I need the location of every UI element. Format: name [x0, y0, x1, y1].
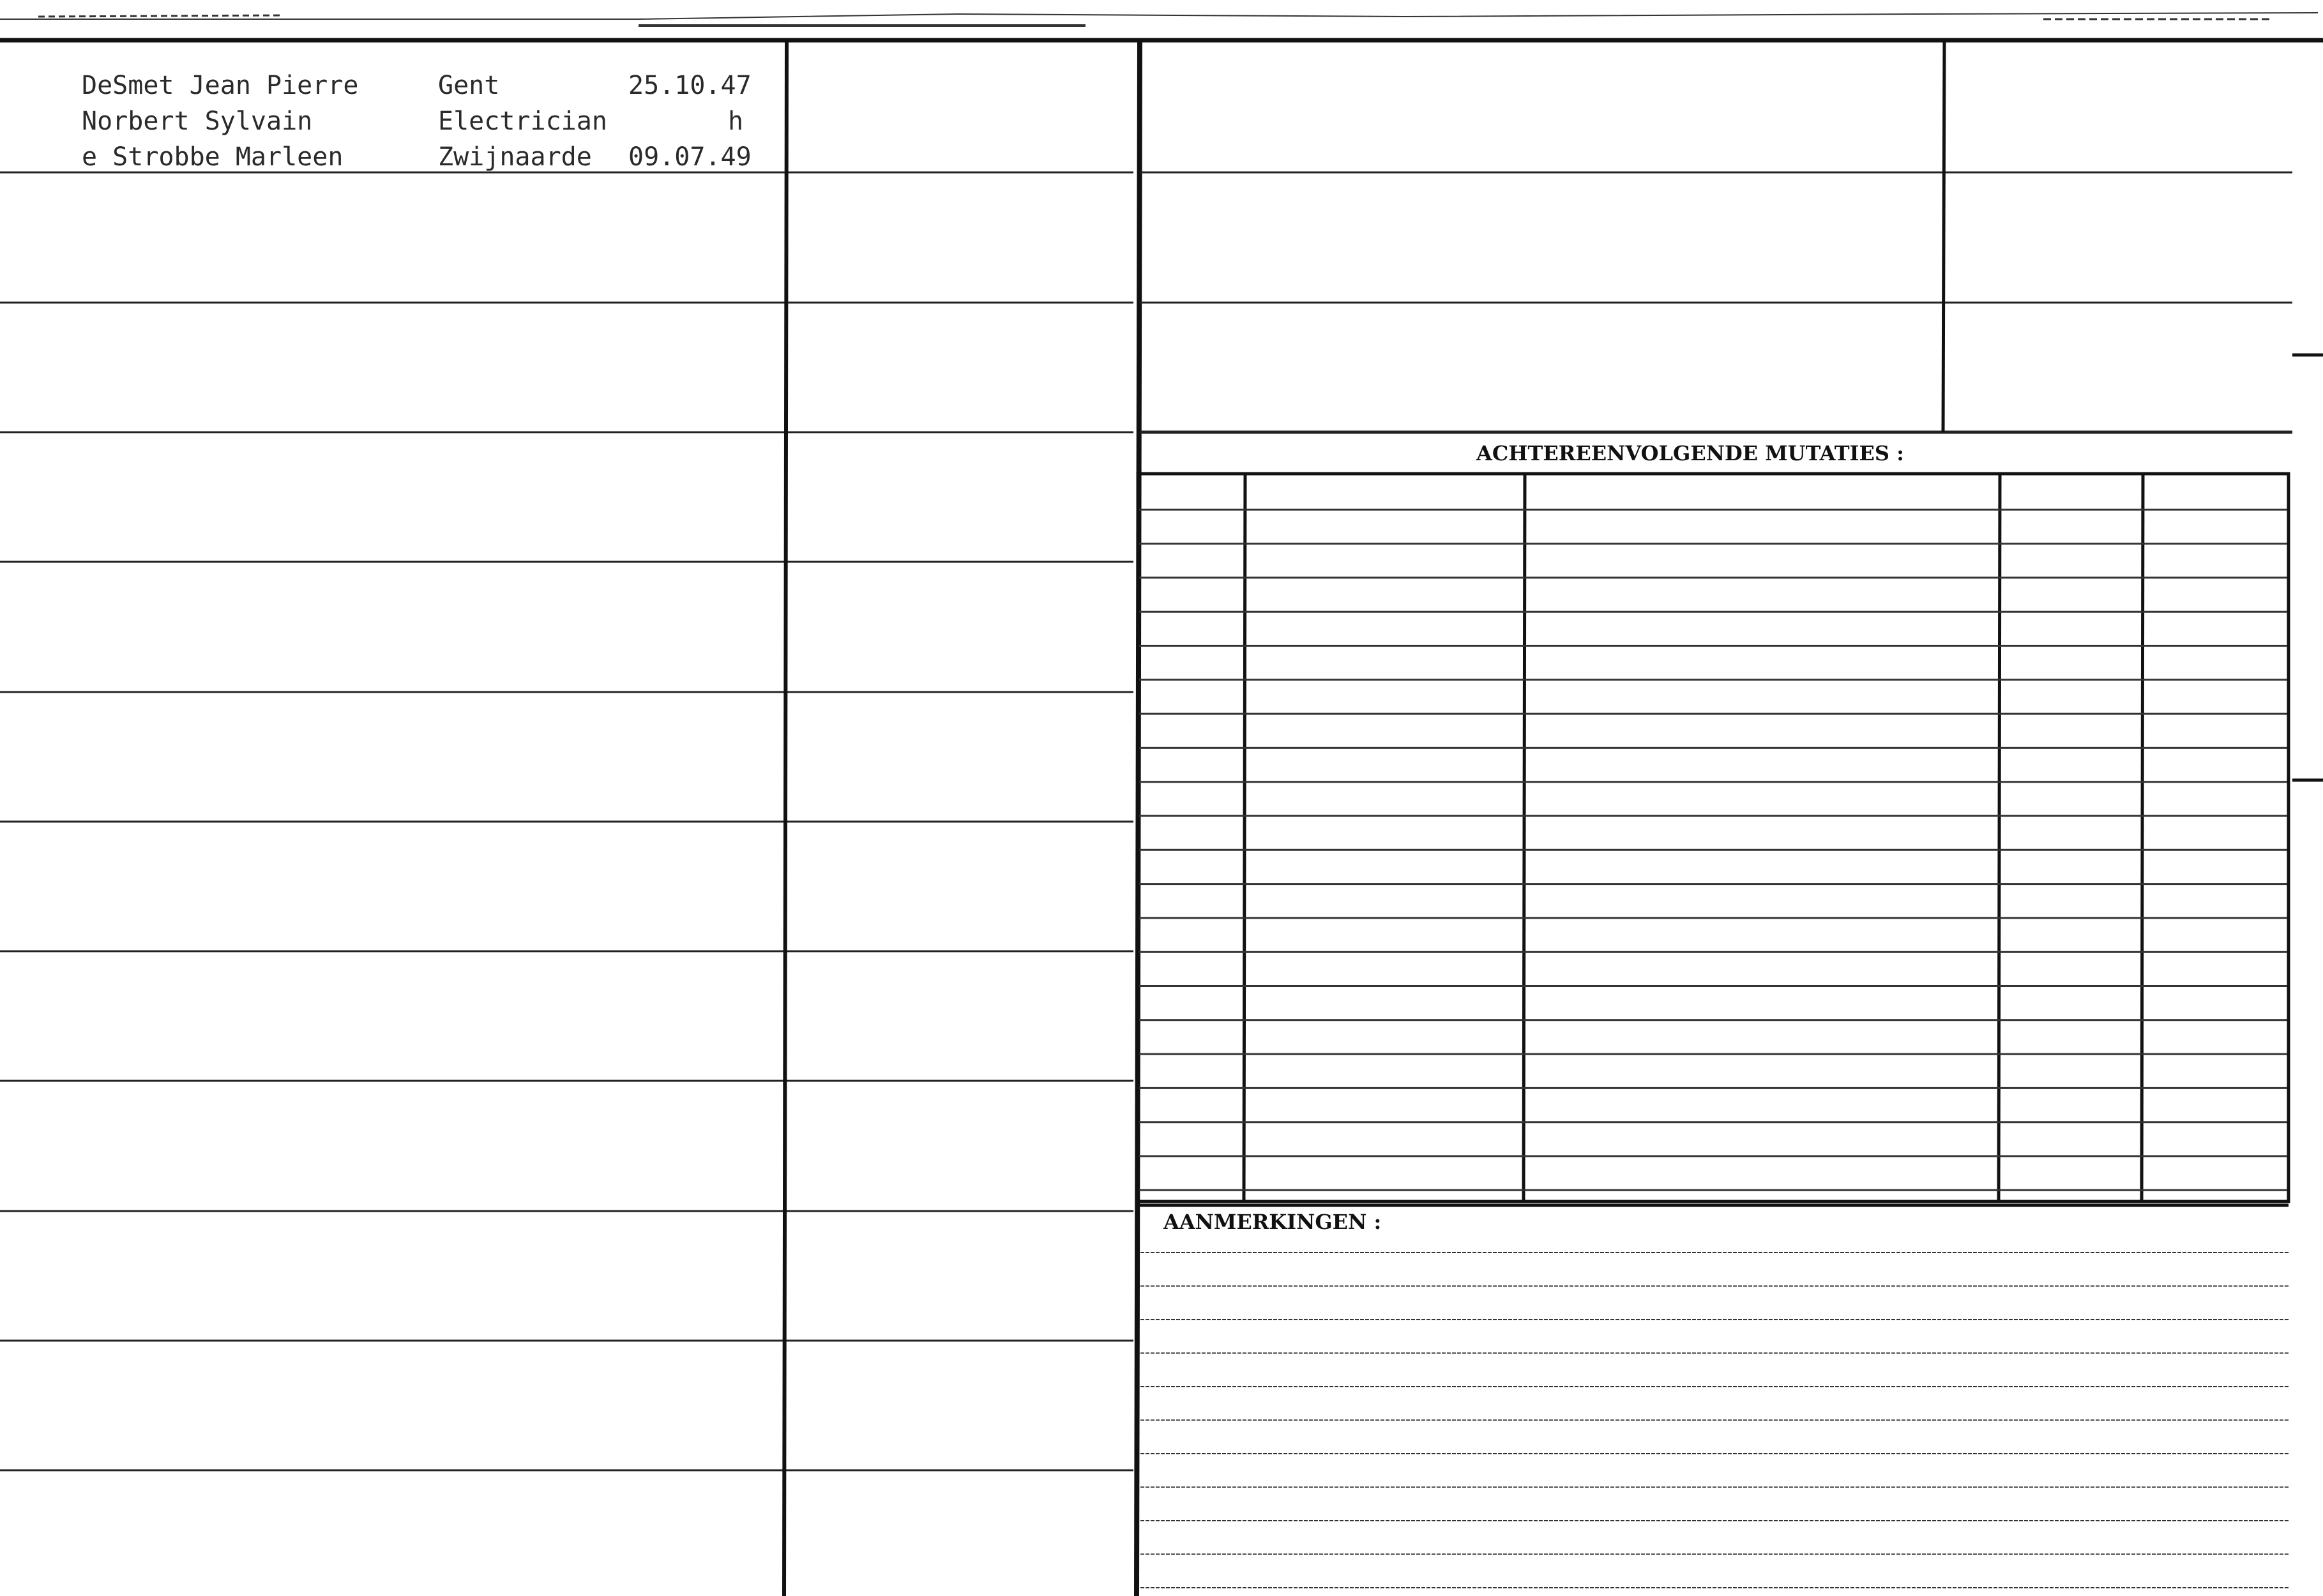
- right-edge-marks: [2292, 355, 2323, 780]
- right-top-column-divider: [1943, 40, 1944, 432]
- mutaties-heading: ACHTEREENVOLGENDE MUTATIES :: [1476, 441, 1904, 465]
- record-row-1-place: Gent: [438, 71, 500, 100]
- left-column-divider: [784, 40, 787, 1596]
- record-row-2-place: Electrician: [438, 107, 607, 136]
- record-row-3-name: e Strobbe Marleen: [82, 142, 344, 172]
- aanmerkingen-line-rules: [1140, 1253, 2289, 1588]
- record-row-1-name: DeSmet Jean Pierre: [82, 71, 359, 100]
- mutaties-table: [1138, 474, 2289, 1201]
- left-panel-rules: [0, 172, 1133, 1470]
- record-row-2-name: Norbert Sylvain: [82, 107, 313, 136]
- record-row-3-place: Zwijnaarde: [438, 142, 592, 172]
- aanmerkingen-heading: AANMERKINGEN :: [1163, 1210, 1382, 1234]
- right-top-rules: [1140, 172, 2292, 432]
- mutaties-row-rules: [1139, 509, 2287, 1190]
- record-row-3-date: 09.07.49: [628, 142, 752, 172]
- record-row-1-date: 25.10.47: [628, 71, 752, 100]
- top-edge: [0, 13, 2318, 26]
- record-row-2-date: h: [728, 107, 744, 136]
